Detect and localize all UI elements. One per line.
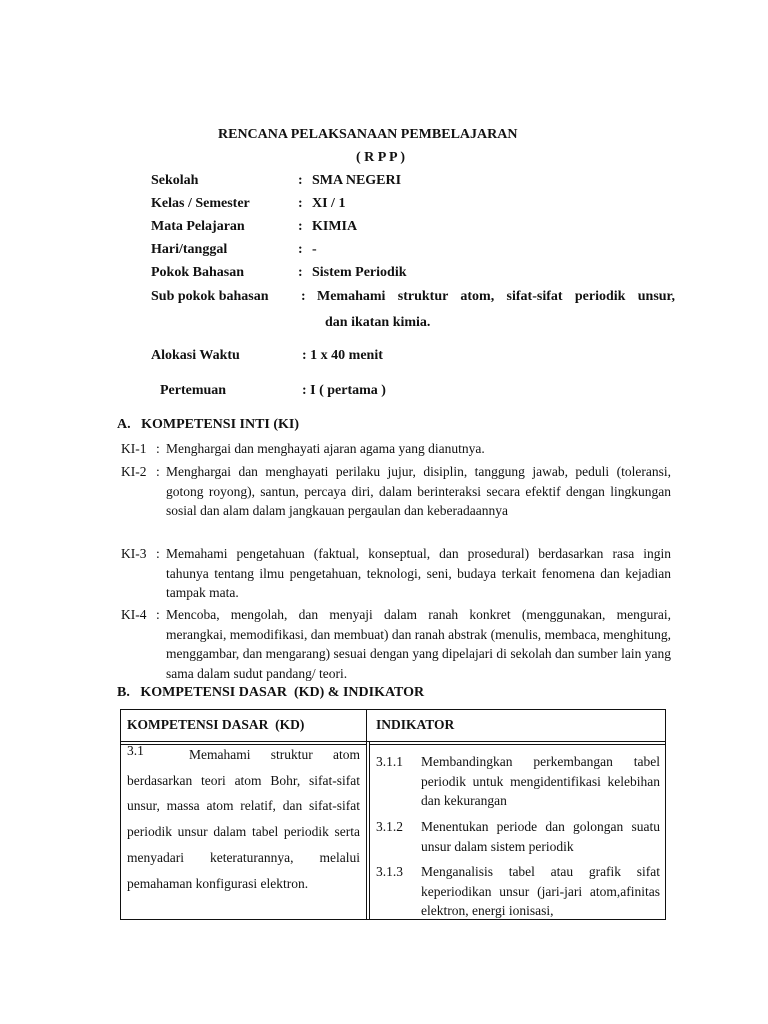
value-pokok: Sistem Periodik xyxy=(312,265,407,280)
table-divider xyxy=(369,744,665,745)
document-subtitle: ( R P P ) xyxy=(356,150,405,165)
kd-text xyxy=(127,742,360,896)
ki-text: Menghargai dan menghayati perilaku jujur, disiplin, tanggung jawab, peduli (toleransi, gotong royong), santun, percaya diri, dalam berinteraksi secara efektif dengan lingkungan sosial dan alam dalam jangkauan pergaulan dan keberadaannya xyxy=(166,464,671,518)
section-b-heading: B. KOMPETENSI DASAR (KD) & INDIKATOR xyxy=(117,685,425,700)
table-divider xyxy=(369,741,370,919)
ki-item xyxy=(121,605,671,683)
ki-code: KI-4 xyxy=(121,607,147,622)
ki-code: KI-1 xyxy=(121,441,147,456)
indikator-item xyxy=(376,862,660,921)
colon: : xyxy=(156,464,160,479)
colon: : xyxy=(298,173,303,188)
ki-item xyxy=(121,544,671,603)
indikator-number: 3.1.1 xyxy=(376,754,403,769)
colon: : xyxy=(298,242,303,257)
label-mapel: Mata Pelajaran xyxy=(151,219,245,234)
indikator-item xyxy=(376,817,660,856)
indikator-text: Membandingkan perkembangan tabel periodik untuk mengidentifikasi kelebihan dan kekurangan xyxy=(421,754,660,808)
value-hari: - xyxy=(312,242,317,257)
colon: : xyxy=(298,265,303,280)
ki-item xyxy=(121,462,671,521)
ki-item xyxy=(121,439,671,459)
colon: : xyxy=(156,546,160,561)
label-hari: Hari/tanggal xyxy=(151,242,228,257)
ki-code: KI-3 xyxy=(121,546,147,561)
indikator-column-header: INDIKATOR xyxy=(376,717,455,732)
label-pertemuan: Pertemuan xyxy=(160,383,227,398)
indikator-number: 3.1.2 xyxy=(376,819,403,834)
label-kelas: Kelas / Semester xyxy=(151,196,250,211)
value-subpokok-line2: dan ikatan kimia. xyxy=(325,315,431,330)
indikator-item xyxy=(376,752,660,811)
value-mapel: KIMIA xyxy=(312,219,358,234)
ki-code: KI-2 xyxy=(121,464,147,479)
colon: : xyxy=(156,607,160,622)
colon: : xyxy=(298,219,303,234)
section-a-heading: A. KOMPETENSI INTI (KI) xyxy=(117,417,300,432)
ki-text: Menghargai dan menghayati ajaran agama yang dianutnya. xyxy=(166,441,485,456)
kd-column-header: KOMPETENSI DASAR (KD) xyxy=(127,717,305,732)
colon: : xyxy=(298,196,303,211)
kd-number: 3.1 xyxy=(127,743,144,758)
value-alokasi: : 1 x 40 menit xyxy=(302,348,383,363)
value-subpokok-line1: Memahami struktur atom, sifat-sifat periodik unsur, xyxy=(317,289,675,304)
colon: : xyxy=(301,289,306,304)
colon: : xyxy=(156,441,160,456)
label-sekolah: Sekolah xyxy=(151,173,199,188)
kd-description: Memahami struktur atom berdasarkan teori atom Bohr, sifat-sifat unsur, massa atom relatif, dan sifat-sifat periodik unsur dalam tabel periodik serta menyadari keteraturannya, melalui pemahaman konfigurasi elektron. xyxy=(127,747,360,891)
label-alokasi: Alokasi Waktu xyxy=(151,348,240,363)
label-pokok: Pokok Bahasan xyxy=(151,265,244,280)
value-kelas: XI / 1 xyxy=(312,196,346,211)
value-pertemuan: : I ( pertama ) xyxy=(302,383,386,398)
ki-text: Mencoba, mengolah, dan menyaji dalam ranah konkret (menggunakan, mengurai, merangkai, memodifikasi, dan membuat) dan ranah abstrak (menulis, membaca, menghitung, menggambar, dan mengarang) sesuai dengan yang dipelajari di sekolah dan sumber lain yang sama dalam sudut pandang/ teori. xyxy=(166,607,671,681)
indikator-text: Menentukan periode dan golongan suatu unsur dalam sistem periodik xyxy=(421,819,660,854)
label-subpokok: Sub pokok bahasan xyxy=(151,289,269,304)
indikator-text: Menganalisis tabel atau grafik sifat keperiodikan unsur (jari-jari atom,afinitas elektron, energi ionisasi, xyxy=(421,864,660,918)
value-sekolah: SMA NEGERI xyxy=(312,173,402,188)
document-title: RENCANA PELAKSANAAN PEMBELAJARAN xyxy=(218,127,518,142)
indikator-number: 3.1.3 xyxy=(376,864,403,879)
ki-text: Memahami pengetahuan (faktual, konseptual, dan prosedural) berdasarkan rasa ingin tahunya tentang ilmu pengetahuan, teknologi, seni, budaya terkait fenomena dan kejadian tampak mata. xyxy=(166,546,671,600)
table-divider xyxy=(366,710,367,919)
